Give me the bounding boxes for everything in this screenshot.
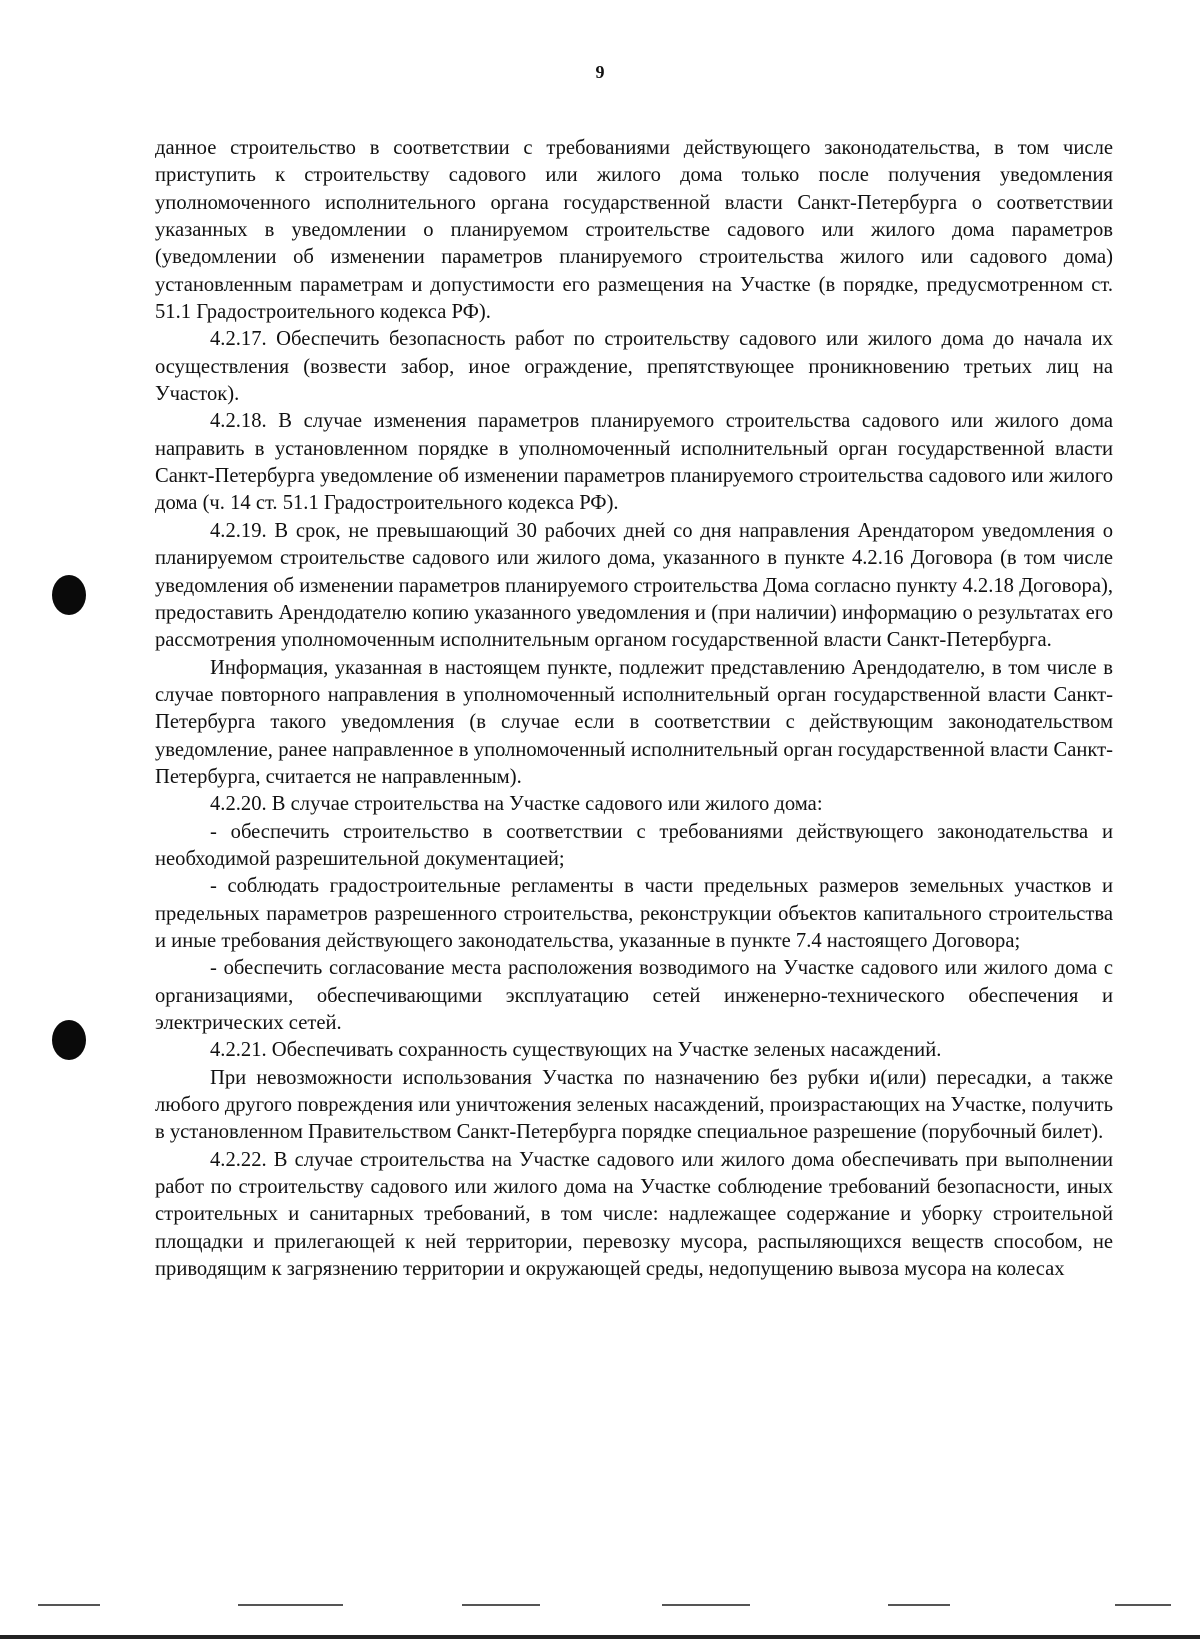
- scan-bottom-edge: [0, 1635, 1200, 1639]
- punch-hole-mark: [52, 575, 86, 615]
- list-item-comply-regulations: - соблюдать градостроительные регламенты в части предельных размеров земельных участков и предельных параметров разрешенного строительства, реконструкции объектов капитального строительства и иные требования действующего законодательства, указанные в пункте 7.4 настоящего Договора;: [155, 875, 1113, 952]
- scan-artifacts: [0, 1600, 1200, 1612]
- page-number: 9: [595, 62, 605, 82]
- paragraph-4-2-21: 4.2.21. Обеспечивать сохранность существующих на Участке зеленых насаждений.: [210, 1039, 942, 1062]
- paragraph-4-2-18: 4.2.18. В случае изменения параметров планируемого строительства садового или жилого дома направить в установленном порядке в уполномоченный исполнительный орган государственной власти Санкт-Петербурга уведомление об изменении параметров планируемого строительства садового или жилого дома (ч. 14 ст. 51.1 Градостроительного кодекса РФ).: [155, 410, 1113, 515]
- paragraph-continuation: данное строительство в соответствии с требованиями действующего законодательства, в том числе приступить к строительству садового или жилого дома только после получения уведомления уполномоченного исполнительного органа государственной власти Санкт-Петербурга о соответствии указанных в уведомлении о планируемом строительстве садового или жилого дома параметров (уведомлении об изменении параметров планируемого строительства жилого или садового дома) установленным параметрам и допустимости его размещения на Участке (в порядке, предусмотренном ст. 51.1 Градостроительного кодекса РФ).: [155, 137, 1113, 324]
- punch-hole-mark: [52, 1020, 86, 1060]
- list-item-ensure-construction: - обеспечить строительство в соответствии с требованиями действующего законодательства и необходимой разрешительной документацией;: [155, 820, 1113, 870]
- paragraph-4-2-20: 4.2.20. В случае строительства на Участке садового или жилого дома:: [210, 793, 823, 816]
- paragraph-information: Информация, указанная в настоящем пункте, подлежит представлению Арендодателю, в том числе в случае повторного направления в уполномоченный исполнительный орган государственной власти Санкт-Петербурга такого уведомления (в случае если в соответствии с действующим законодательством уведомление, ранее направленное в уполномоченный исполнительный орган государственной власти Санкт-Петербурга, считается не направленным).: [155, 656, 1113, 788]
- paragraph-4-2-17: 4.2.17. Обеспечить безопасность работ по строительству садового или жилого дома до начала их осуществления (возвести забор, иное ограждение, препятствующее проникновению третьих лиц на Участок).: [155, 328, 1113, 406]
- paragraph-felling-permit: При невозможности использования Участка по назначению без рубки и(или) пересадки, а также любого другого повреждения или уничтожения зеленых насаждений, произрастающих на Участке, получить в установленном Правительством Санкт-Петербурга порядке специальное разрешение (порубочный билет).: [155, 1066, 1113, 1144]
- paragraph-4-2-22: 4.2.22. В случае строительства на Участке садового или жилого дома обеспечивать при выполнении работ по строительству садового или жилого дома на Участке соблюдение требований безопасности, иных строительных и санитарных требований, в том числе: надлежащее содержание и уборку строительной площадки и прилегающей к ней территории, перевозку мусора, распыляющихся веществ способом, не приводящим к загрязнению территории и окружающей среды, недопущению вывоза мусора на колесах: [155, 1148, 1113, 1281]
- paragraph-4-2-19: 4.2.19. В срок, не превышающий 30 рабочих дней со дня направления Арендатором уведомления о планируемом строительстве садового или жилого дома, указанного в пункте 4.2.16 Договора (в том числе уведомления об изменении параметров планируемого строительства Дома согласно пункту 4.2.18 Договора), предоставить Арендодателю копию указанного уведомления и (при наличии) информацию о результатах его рассмотрения уполномоченным исполнительным органом государственной власти Санкт-Петербурга.: [155, 519, 1113, 652]
- document-body: [155, 135, 1113, 1283]
- list-item-ensure-approval: - обеспечить согласование места расположения возводимого на Участке садового или жилого дома с организациями, обеспечивающими эксплуатацию сетей инженерно-технического обеспечения и электрических сетей.: [155, 957, 1113, 1034]
